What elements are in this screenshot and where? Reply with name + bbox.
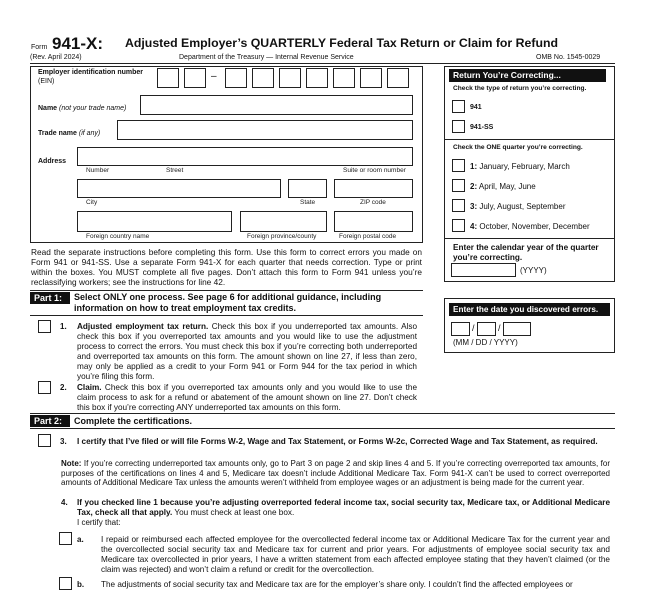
- name-label-row: [38, 104, 126, 113]
- date-slash-2: /: [498, 323, 501, 333]
- date-format: (MM / DD / YYYY): [453, 338, 518, 347]
- line4-body: You must check at least one box.: [174, 508, 295, 517]
- line1-body: Check this box if you underreported tax amounts. Also check this box if you overreported tax amounts and you would like to use the adjustment process to correct the errors. You must check this box if you’re correcting both underreported and overreported tax amounts on this form. The amount shown on line 27, if less than zero, may only be applied as a credit to your Form 941 or Form 944 for the tax period in which you’re filing this form.: [77, 322, 418, 381]
- checkbox-quarter-1[interactable]: [452, 159, 465, 172]
- note-text: [61, 459, 610, 488]
- name-label: Name: [38, 105, 58, 112]
- part1-bottom-rule: [30, 315, 423, 316]
- foreign-country-input[interactable]: [77, 211, 232, 232]
- checkbox-quarter-2[interactable]: [452, 179, 465, 192]
- line2-title: Claim.: [77, 383, 102, 392]
- checkbox-line-4b[interactable]: [59, 577, 72, 590]
- part1-top-rule: [30, 290, 423, 291]
- ein-digit-1[interactable]: [157, 68, 179, 88]
- city-input[interactable]: [77, 179, 281, 198]
- return-type-label: Check the type of return you’re correcting.: [453, 85, 587, 92]
- ein-digit-5[interactable]: [279, 68, 301, 88]
- part2-top-rule: [30, 413, 615, 414]
- street-label: Street: [166, 167, 184, 174]
- line4-title: If you checked line 1 because you’re adjusting overreported federal income tax, social security tax, Medicare tax, or Additional Medicare Tax, check all that apply.: [77, 498, 610, 517]
- quarter-4-row: [470, 222, 590, 232]
- quarter-1-row: [470, 162, 570, 172]
- part2-label: Part 2:: [30, 415, 70, 427]
- foreign-postal-input[interactable]: [334, 211, 413, 232]
- address-label: Address: [38, 158, 67, 165]
- quarter-4-num: 4:: [470, 222, 478, 231]
- foreign-province-input[interactable]: [240, 211, 327, 232]
- ein-dash: –: [211, 71, 217, 82]
- line1-text: [77, 322, 417, 382]
- ein-digit-6[interactable]: [306, 68, 328, 88]
- part1-title: Select ONLY one process. See page 6 for additional guidance, including information on how to treat employment tax credits.: [74, 292, 382, 313]
- foreign-country-label: Foreign country name: [86, 233, 150, 240]
- checkbox-941-ss[interactable]: [452, 120, 465, 133]
- header-rule: [30, 63, 615, 64]
- quarter-2-num: 2:: [470, 182, 478, 191]
- line3-text: I certify that I’ve filed or will file Forms W-2, Wage and Tax Statement, or Forms W-2c, Corrected Wage and Tax Statement, as required.: [77, 437, 598, 446]
- revision-date: (Rev. April 2024): [30, 54, 82, 61]
- line4-text: [77, 498, 610, 518]
- discovered-year-input[interactable]: [503, 322, 531, 336]
- part2-bottom-rule: [30, 428, 615, 429]
- ein-label: Employer identification number: [38, 69, 144, 76]
- type-941-label: 941: [470, 104, 482, 111]
- department-label: Department of the Treasury — Internal Revenue Service: [179, 54, 354, 61]
- trade-name-input[interactable]: [117, 120, 413, 140]
- form-title: Adjusted Employer’s QUARTERLY Federal Tax Return or Claim for Refund: [125, 36, 558, 50]
- note-label: Note:: [61, 459, 82, 468]
- state-input[interactable]: [288, 179, 327, 198]
- line2-number: 2.: [60, 383, 67, 392]
- form-number: 941-X:: [52, 34, 104, 53]
- discovered-day-input[interactable]: [477, 322, 496, 336]
- ein-digit-4[interactable]: [252, 68, 274, 88]
- quarter-1-num: 1:: [470, 162, 478, 171]
- part1-label: Part 1:: [30, 292, 70, 304]
- line1-number: 1.: [60, 322, 67, 331]
- quarter-2-label: April, May, June: [478, 182, 536, 191]
- zip-input[interactable]: [334, 179, 413, 198]
- type-941-ss-label: 941-SS: [470, 124, 494, 131]
- street-address-input[interactable]: [77, 147, 413, 166]
- date-discovered-header: Enter the date you discovered errors.: [449, 303, 610, 316]
- city-label: City: [86, 199, 98, 206]
- year-format: (YYYY): [520, 266, 547, 275]
- year-input[interactable]: [451, 263, 516, 277]
- quarter-3-row: [470, 202, 565, 212]
- line4a-label: a.: [77, 535, 84, 544]
- year-divider: [444, 238, 615, 239]
- form-word: Form: [31, 44, 48, 51]
- trade-name-note: (if any): [78, 130, 101, 137]
- number-label: Number: [86, 167, 110, 174]
- return-correcting-header: Return You’re Correcting...: [449, 69, 606, 82]
- checkbox-quarter-3[interactable]: [452, 199, 465, 212]
- zip-label: ZIP code: [360, 199, 386, 206]
- ein-digit-8[interactable]: [360, 68, 382, 88]
- checkbox-line-3[interactable]: [38, 434, 51, 447]
- line4a-text: I repaid or reimbursed each affected employee for the overcollected federal income tax or Additional Medicare Tax for the current year and the overcollected social security tax and Medicare tax for current and prior years. For adjustments of employee social security tax and Medicare tax overcollected in prior years, I have a written statement from each affected employee stating that they haven’t claimed (or the claim was rejected) and won’t claim a refund or credit for the overcollection.: [101, 535, 610, 574]
- note-body: If you’re correcting underreported tax amounts only, go to Part 3 on page 2 and skip lines 4 and 5. If you’re correcting overreported tax amounts, for purposes of the certifications on lines 4 and 5, Medicare tax doesn’t include Additional Medicare Tax. Form 941-X can’t be used to correct overreported amounts of Additional Medicare Tax unless the amounts weren’t withheld from employee wages or an adjustment is being made for the current year.: [61, 459, 610, 488]
- ein-digit-2[interactable]: [184, 68, 206, 88]
- line2-text: [77, 383, 417, 413]
- date-slash-1: /: [472, 323, 475, 333]
- line1-title: Adjusted employment tax return.: [77, 322, 209, 331]
- ein-digit-3[interactable]: [225, 68, 247, 88]
- trade-label-row: [38, 129, 100, 138]
- suite-label: Suite or room number: [343, 167, 406, 174]
- quarter-1-label: January, February, March: [479, 162, 570, 171]
- line4-certify: I certify that:: [77, 518, 121, 527]
- ein-sub-label: (EIN): [38, 78, 55, 85]
- name-input[interactable]: [140, 95, 413, 115]
- line4-number: 4.: [61, 498, 68, 507]
- checkbox-line-2[interactable]: [38, 381, 51, 394]
- quarter-4-label: October, November, December: [479, 222, 590, 231]
- line2-body: Check this box if you overreported tax amounts only and you would like to use the claim process to ask for a refund or abatement of the amount shown on line 27. Don’t check this box if you’re correcting ANY underreported tax amounts on this form.: [77, 383, 418, 412]
- line3-number: 3.: [60, 437, 67, 446]
- foreign-province-label: Foreign province/county: [247, 233, 317, 240]
- checkbox-line-1[interactable]: [38, 320, 51, 333]
- omb-number: OMB No. 1545-0029: [536, 54, 601, 61]
- checkbox-line-4a[interactable]: [59, 532, 72, 545]
- quarter-2-row: [470, 182, 536, 192]
- part2-title: Complete the certifications.: [74, 416, 193, 426]
- name-note: (not your trade name): [59, 105, 127, 112]
- quarter-3-label: July, August, September: [479, 202, 566, 211]
- checkbox-941[interactable]: [452, 100, 465, 113]
- ein-digit-7[interactable]: [333, 68, 355, 88]
- year-label: Enter the calendar year of the quarter you’re correcting.: [453, 243, 599, 262]
- ein-digit-9[interactable]: [387, 68, 409, 88]
- quarter-3-num: 3:: [470, 202, 478, 211]
- foreign-postal-label: Foreign postal code: [339, 233, 397, 240]
- checkbox-quarter-4[interactable]: [452, 219, 465, 232]
- line4b-text: The adjustments of social security tax and Medicare tax are for the employer’s share only. I couldn’t find the affected employees or: [101, 580, 573, 589]
- instructions-text: Read the separate instructions before completing this form. Use this form to correct errors you made on Form 941 or 941-SS. Use a separate Form 941-X for each quarter that needs correction. Type or print within the boxes. You MUST complete all five pages. Don’t attach this form to Form 941 unless you’re reclassifying workers; see the instructions for line 42.: [31, 247, 422, 287]
- quarter-label: Check the ONE quarter you’re correcting.: [453, 144, 583, 151]
- trade-name-label: Trade name: [38, 130, 77, 137]
- discovered-month-input[interactable]: [451, 322, 470, 336]
- state-label: State: [300, 199, 316, 206]
- correcting-divider: [444, 139, 615, 140]
- line4b-label: b.: [77, 580, 85, 589]
